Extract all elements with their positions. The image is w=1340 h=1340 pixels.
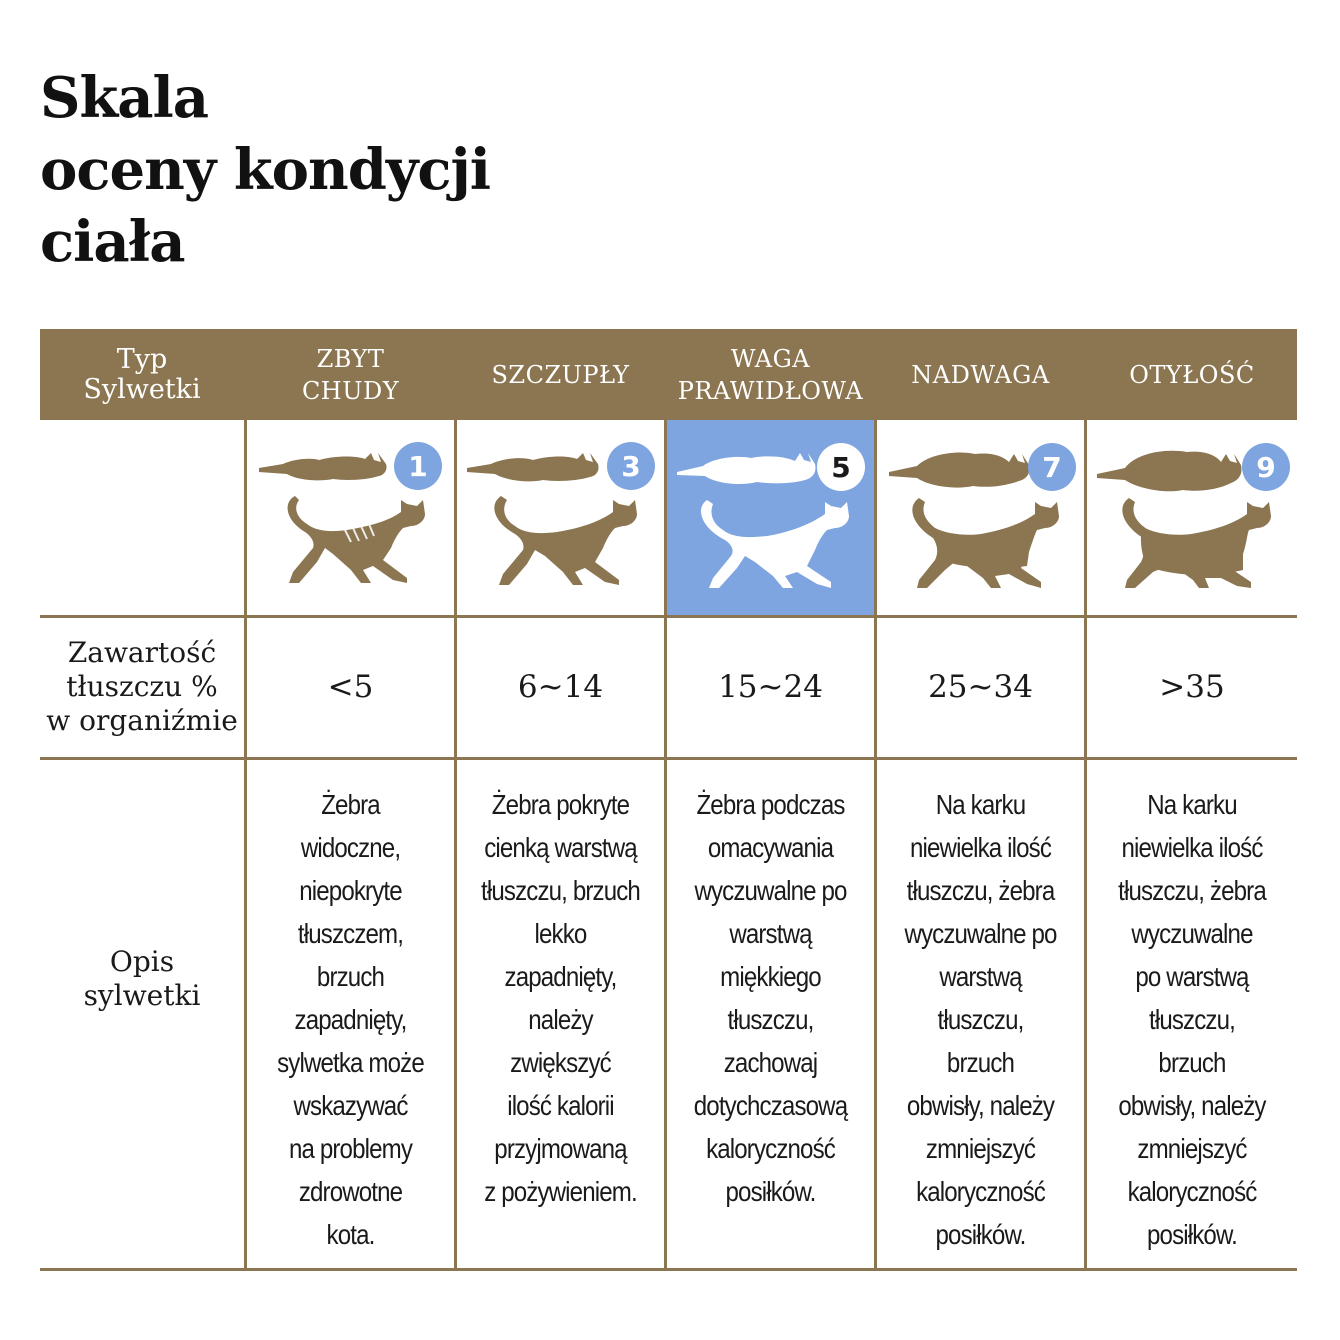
description-line: ilość kalorii [507, 1090, 614, 1121]
description-line: miękkiego [720, 961, 821, 992]
description-line: warstwą [729, 918, 812, 949]
description-line: zmniejszyć [925, 1133, 1036, 1164]
description-line: Żebra [321, 789, 380, 820]
description-line: po warstwą [1135, 961, 1249, 992]
very-thin-cat-side-view-icon [288, 496, 425, 583]
description-cell-very-thin [261, 759, 439, 1256]
description-line: obwisły, należy [906, 1090, 1055, 1121]
obese-cat-top-view-icon [1097, 451, 1242, 491]
description-line: zdrowotne [298, 1176, 403, 1207]
description-line: posiłków. [935, 1219, 1026, 1250]
score-number: 5 [831, 451, 851, 484]
description-line: tłuszczu, [937, 1004, 1024, 1035]
title-line: ciała [40, 209, 185, 275]
header-line: CHUDY [301, 376, 400, 405]
description-line: tłuszczem, [297, 918, 404, 949]
description-line: zwiększyć [510, 1047, 611, 1078]
description-line: tłuszczu, [1149, 1004, 1235, 1035]
column-divider [664, 329, 667, 1271]
fat-value: 15~24 [718, 669, 823, 705]
fat-value: >35 [1159, 669, 1225, 705]
thin-cat-side-view-icon [494, 496, 637, 585]
column-divider [244, 329, 247, 1271]
description-line: wyczuwalne po [694, 875, 847, 906]
description-line: cienką warstwą [484, 832, 637, 863]
description-line: tłuszczu, żebra [1118, 875, 1266, 906]
illustration-cell-ideal [667, 420, 874, 617]
overweight-cat-side-view-icon [912, 498, 1059, 588]
row-label-line: Opis [109, 945, 175, 978]
description-line: na problemy [288, 1133, 413, 1164]
header-cell-overweight [877, 329, 1084, 420]
row-label-line: Zawartość [67, 636, 217, 669]
description-line: tłuszczu, [727, 1004, 814, 1035]
title-line: Skala [40, 65, 209, 131]
row-divider [40, 1268, 1297, 1271]
description-line: zapadnięty, [294, 1004, 407, 1035]
score-number: 7 [1042, 451, 1062, 484]
description-line: Żebra pokryte [491, 789, 630, 820]
description-cell-obese [1102, 759, 1283, 1256]
description-line: tłuszczu, żebra [906, 875, 1055, 906]
description-line: omacywania [707, 832, 834, 863]
header-line: SZCZUPŁY [491, 360, 630, 389]
description-cell-ideal [681, 759, 859, 1213]
overweight-cat-top-view-icon [889, 453, 1030, 488]
header-cell-obese [1087, 329, 1297, 420]
header-label-line: Typ [116, 343, 168, 375]
header-cell-ideal [667, 329, 874, 420]
illustration-cell-obese [1087, 420, 1297, 617]
description-line: należy [528, 1004, 593, 1035]
fat-value: 6~14 [517, 669, 604, 705]
description-line: wyczuwalne po [904, 918, 1057, 949]
description-line: kaloryczność [1127, 1176, 1257, 1207]
description-line: lekko [534, 918, 587, 949]
body-condition-table [40, 329, 1297, 1271]
description-line: obwisły, należy [1118, 1090, 1266, 1121]
description-line: posiłków. [1147, 1219, 1237, 1250]
header-label-line: Sylwetki [83, 373, 201, 405]
column-divider [874, 329, 877, 1271]
score-number: 3 [621, 450, 641, 483]
description-line: niewielka ilość [1121, 832, 1263, 863]
description-line: wyczuwalne [1131, 918, 1253, 949]
row-label-description [40, 759, 244, 1279]
description-line: z pożywieniem. [484, 1176, 637, 1207]
description-line: warstwą [939, 961, 1022, 992]
row-divider [40, 615, 1297, 618]
header-line: NADWAGA [911, 360, 1050, 389]
description-line: brzuch [946, 1047, 1015, 1078]
description-line: zmniejszyć [1137, 1133, 1247, 1164]
description-line: dotychczasową [693, 1090, 848, 1121]
row-label-line: tłuszczu % [66, 670, 218, 703]
description-line: widoczne, [300, 832, 401, 863]
fat-value: 25~34 [928, 669, 1033, 705]
description-line: niepokryte [299, 875, 402, 906]
header-line: OTYŁOŚĆ [1129, 360, 1255, 389]
description-line: sylwetka może [277, 1047, 424, 1078]
row-label-line: sylwetki [83, 979, 201, 1012]
description-line: tłuszczu, brzuch [481, 875, 640, 906]
description-line: Na karku [935, 789, 1026, 820]
row-divider [40, 757, 1297, 760]
description-line: niewielka ilość [909, 832, 1052, 863]
row-label-fat-content [40, 617, 244, 757]
title-line: oceny kondycji [40, 137, 491, 203]
fat-value: <5 [327, 669, 374, 705]
description-line: Na karku [1147, 789, 1237, 820]
header-line: ZBYT [316, 344, 385, 373]
column-divider [1084, 329, 1087, 1271]
row-label-line: w organiźmie [46, 704, 238, 737]
very-thin-cat-top-view-icon [259, 453, 387, 480]
page-title [40, 62, 490, 278]
header-cell-type [40, 329, 244, 420]
description-line: wskazywać [293, 1090, 408, 1121]
description-line: zapadnięty, [504, 961, 617, 992]
header-cell-thin [457, 329, 664, 420]
description-line: zachowaj [723, 1047, 818, 1078]
obese-cat-side-view-icon [1122, 498, 1271, 588]
illustration-cell-very-thin [247, 420, 454, 617]
ideal-cat-top-view-icon [677, 453, 816, 484]
description-line: kaloryczność [706, 1133, 835, 1164]
description-line: kaloryczność [916, 1176, 1045, 1207]
column-divider [454, 329, 457, 1271]
description-line: przyjmowaną [494, 1133, 627, 1164]
description-cell-thin [471, 759, 649, 1213]
description-line: brzuch [1158, 1047, 1226, 1078]
header-line: WAGA [730, 344, 811, 373]
score-number: 1 [408, 450, 428, 483]
illustration-cell-thin [457, 420, 664, 617]
ideal-cat-side-view-icon [701, 500, 849, 588]
description-line: posiłków. [725, 1176, 816, 1207]
description-cell-overweight [891, 759, 1069, 1256]
description-line: kota. [326, 1219, 375, 1250]
illustration-cell-overweight [877, 420, 1084, 617]
header-cell-very-thin [247, 329, 454, 420]
header-line: PRAWIDŁOWA [677, 376, 864, 405]
score-number: 9 [1256, 451, 1276, 484]
description-line: Żebra podczas [696, 789, 845, 820]
description-line: brzuch [316, 961, 385, 992]
thin-cat-top-view-icon [467, 453, 599, 481]
